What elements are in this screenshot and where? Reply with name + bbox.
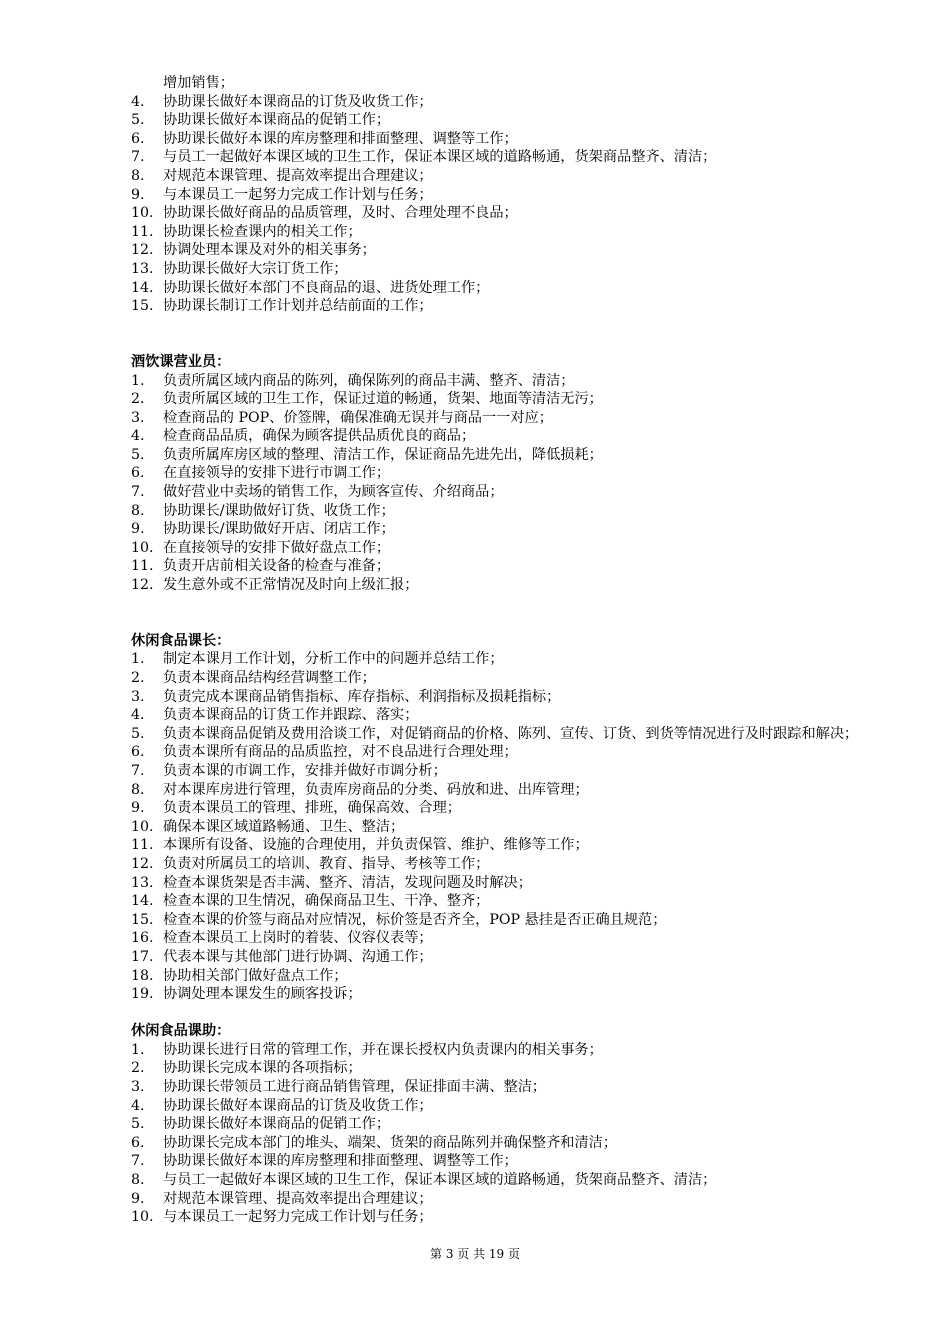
list-item-text: 协助课长做好本课商品的促销工作； <box>163 112 391 129</box>
list-item-number: 1. <box>131 651 145 668</box>
list-item <box>131 650 861 669</box>
list-item-number: 2. <box>131 670 145 686</box>
list-item <box>131 836 861 855</box>
list-item <box>131 446 861 465</box>
list-item-text: 代表本课与其他部门进行协调、沟通工作； <box>163 948 433 965</box>
list-item-number: 9. <box>131 1190 145 1207</box>
list-item-text: 负责所属区域内商品的陈列，确保陈列的商品丰满、整齐、清洁； <box>163 372 575 389</box>
list-item <box>131 1208 861 1227</box>
list-item-number: 11. <box>131 558 154 575</box>
list-item-number: 16. <box>131 930 154 947</box>
list-item-text: 负责本课商品的订货工作并跟踪、落实； <box>163 707 419 724</box>
list-item-text: 协助课长带领员工进行商品销售管理，保证排面丰满、整洁； <box>163 1079 547 1096</box>
list-item <box>131 948 861 967</box>
list-item-text: 检查本课的价签与商品对应情况，标价签是否齐全，POP 悬挂是否正确且规范； <box>163 911 667 928</box>
list-item-text: 检查商品品质，确保为顾客提供品质优良的商品； <box>163 428 476 445</box>
list-item <box>131 855 861 874</box>
list-item-text: 负责本课的市调工作，安排并做好市调分析； <box>163 762 447 779</box>
list-item-number: 13. <box>131 260 154 277</box>
list-item <box>131 93 861 112</box>
list-item-number: 18. <box>131 967 154 984</box>
list-item-text: 在直接领导的安排下做好盘点工作； <box>163 539 391 556</box>
list-item-number: 7. <box>131 762 145 779</box>
list-item <box>131 892 861 911</box>
list-item-text: 与员工一起做好本课区域的卫生工作，保证本课区域的道路畅通，货架商品整齐、清洁； <box>163 1172 717 1189</box>
list-item-number: 3. <box>131 409 145 426</box>
list-item-text: 负责本课商品促销及费用洽谈工作，对促销商品的价格、陈列、宣传、订货、到货等情况进行及时跟踪和解决； <box>163 725 859 742</box>
list-item-text: 发生意外或不正常情况及时向上级汇报； <box>163 577 419 594</box>
list-item-text: 负责完成本课商品销售指标、库存指标、利润指标及损耗指标； <box>163 688 561 705</box>
list-item <box>131 483 861 502</box>
list-item <box>131 743 861 762</box>
list-item-text: 负责本课商品结构经营调整工作； <box>163 670 376 686</box>
list-item <box>131 929 861 948</box>
list-item <box>131 241 861 260</box>
list-item-text: 协助课长做好商品的品质管理，及时、合理处理不良品； <box>163 205 518 222</box>
list-item <box>131 669 861 688</box>
list-item <box>131 1097 861 1116</box>
list-item-text: 做好营业中卖场的销售工作，为顾客宣传、介绍商品； <box>163 484 504 501</box>
list-item <box>131 464 861 483</box>
list-item-text: 协调处理本课及对外的相关事务； <box>163 242 376 259</box>
list-item <box>131 502 861 521</box>
list-item-text: 协助课长完成本课的各项指标； <box>163 1060 362 1077</box>
list-item <box>131 874 861 893</box>
list-item <box>131 706 861 725</box>
list-item-text: 协助课长做好本课的库房整理和排面整理、调整等工作； <box>163 1153 518 1170</box>
list-item-number: 6. <box>131 1134 145 1151</box>
list-snack-assistant <box>131 1041 861 1227</box>
list-item <box>131 762 861 781</box>
list-item-text: 与员工一起做好本课区域的卫生工作，保证本课区域的道路畅通，货架商品整齐、清洁； <box>163 149 717 166</box>
list-item-text: 负责本课员工的管理、排班，确保高效、合理； <box>163 800 461 817</box>
list-item <box>131 576 861 595</box>
list-item <box>131 167 861 186</box>
list-item <box>131 799 861 818</box>
list-item-number: 8. <box>131 502 145 519</box>
list-item-number: 14. <box>131 279 154 296</box>
list-item <box>131 427 861 446</box>
list-item <box>131 204 861 223</box>
list-item-text: 对规范本课管理、提高效率提出合理建议； <box>163 167 433 184</box>
list-item-number: 12. <box>131 242 154 259</box>
list-item <box>131 781 861 800</box>
list-item-text: 检查商品的 POP、价签牌，确保准确无误并与商品一一对应； <box>163 409 553 426</box>
list-snack-manager <box>131 650 861 1003</box>
list-item-text: 检查本课员工上岗时的着装、仪容仪表等； <box>163 930 433 947</box>
list-item-number: 4. <box>131 428 145 445</box>
list-item-number: 9. <box>131 521 145 538</box>
list-item-number: 7. <box>131 484 145 501</box>
list-item <box>131 409 861 428</box>
list-item-text: 对本课库房进行管理，负责库房商品的分类、码放和进、出库管理； <box>163 781 589 798</box>
list-item-number: 3. <box>131 1079 145 1096</box>
list-item-text: 协助课长做好本课商品的订货及收货工作； <box>163 1097 433 1114</box>
list-item <box>131 967 861 986</box>
list-item-text: 协助相关部门做好盘点工作； <box>163 967 348 984</box>
list-item-text: 协助课长做好本课商品的促销工作； <box>163 1116 391 1133</box>
list-item-text: 协助课长检查课内的相关工作； <box>163 223 362 240</box>
list-item-number: 10. <box>131 205 154 222</box>
list-item-text: 确保本课区域道路畅通、卫生、整洁； <box>163 818 405 835</box>
list-item-text: 协助课长/课助做好订货、收货工作； <box>163 502 395 519</box>
list-item-text: 协助课长做好本课商品的订货及收货工作； <box>163 93 433 110</box>
list-item-number: 4. <box>131 707 145 724</box>
list-item-number: 6. <box>131 465 145 482</box>
list-item <box>131 279 861 298</box>
list-item <box>131 1134 861 1153</box>
list-item-text: 协助课长做好大宗订货工作； <box>163 260 348 277</box>
list-wine-sales <box>131 372 861 595</box>
list-item <box>131 688 861 707</box>
list-item-text: 协助课长进行日常的管理工作，并在课长授权内负责课内的相关事务； <box>163 1041 603 1058</box>
list-item-text: 协助课长/课助做好开店、闭店工作； <box>163 521 395 538</box>
list-item-number: 3. <box>131 688 145 705</box>
list-item-text: 检查本课货架是否丰满、整齐、清洁，发现问题及时解决； <box>163 874 532 891</box>
list-item-text: 与本课员工一起努力完成工作计划与任务； <box>163 186 433 203</box>
section-heading-snack-manager: 休闲食品课长： <box>131 632 231 649</box>
list-item-number: 5. <box>131 1116 145 1133</box>
list-item-text: 制定本课月工作计划，分析工作中的问题并总结工作； <box>163 651 504 668</box>
document-body <box>131 74 861 1227</box>
list-item-number: 10. <box>131 818 154 835</box>
list-item <box>131 1059 861 1078</box>
list-item <box>131 297 861 316</box>
list-item-text: 协助课长制订工作计划并总结前面的工作； <box>163 298 433 315</box>
list-item-text: 对规范本课管理、提高效率提出合理建议； <box>163 1190 433 1207</box>
list-item-number: 12. <box>131 577 154 594</box>
list-item <box>131 111 861 130</box>
list-item <box>131 911 861 930</box>
list-item-number: 5. <box>131 446 145 463</box>
list-item <box>131 725 861 744</box>
continued-line: 增加销售； <box>163 75 234 91</box>
list-item <box>131 1152 861 1171</box>
list-item-number: 1. <box>131 372 145 389</box>
list-item-number: 8. <box>131 781 145 798</box>
list-item-number: 8. <box>131 167 145 184</box>
list-item-number: 19. <box>131 986 154 1003</box>
list-item <box>131 390 861 409</box>
list-item-number: 8. <box>131 1172 145 1189</box>
list-item-text: 负责本课所有商品的品质监控，对不良品进行合理处理； <box>163 744 518 761</box>
section-heading-wine-sales: 酒饮课营业员： <box>131 353 231 370</box>
list-item-number: 7. <box>131 149 145 166</box>
list-item-number: 11. <box>131 223 154 240</box>
list-item <box>131 260 861 279</box>
list-item <box>131 1171 861 1190</box>
list-item <box>131 1115 861 1134</box>
list-item <box>131 148 861 167</box>
list-item-number: 2. <box>131 1060 145 1077</box>
list-item-number: 7. <box>131 1153 145 1170</box>
list-item <box>131 1041 861 1060</box>
list-item-number: 10. <box>131 539 154 556</box>
list-item-number: 4. <box>131 93 145 110</box>
list-item-number: 11. <box>131 837 154 854</box>
list-item-text: 检查本课的卫生情况，确保商品卫生、干净、整齐； <box>163 893 490 910</box>
list-item-number: 9. <box>131 800 145 817</box>
list-item <box>131 372 861 391</box>
list-item-text: 协助课长做好本部门不良商品的退、进货处理工作； <box>163 279 490 296</box>
list-item-number: 5. <box>131 112 145 129</box>
list-item <box>131 818 861 837</box>
list-item-number: 10. <box>131 1209 154 1226</box>
list-item-text: 负责对所属员工的培训、教育、指导、考核等工作； <box>163 855 490 872</box>
list-item <box>131 520 861 539</box>
list-item <box>131 130 861 149</box>
page-footer: 第 3 页 共 19 页 <box>430 1247 520 1261</box>
list-item-number: 5. <box>131 725 145 742</box>
list-item-number: 9. <box>131 186 145 203</box>
list-item <box>131 1190 861 1209</box>
list-item-text: 负责开店前相关设备的检查与准备； <box>163 558 391 575</box>
list-item-number: 15. <box>131 298 154 315</box>
list-item <box>131 223 861 242</box>
list-item-text: 负责所属库房区域的整理、清洁工作，保证商品先进先出，降低损耗； <box>163 446 603 463</box>
list-item-number: 15. <box>131 911 154 928</box>
list-item <box>131 186 861 205</box>
list-continued <box>131 93 861 316</box>
list-item-text: 协助课长完成本部门的堆头、端架、货架的商品陈列并确保整齐和清洁； <box>163 1134 618 1151</box>
list-item-number: 13. <box>131 874 154 891</box>
list-item-text: 负责所属区域的卫生工作，保证过道的畅通，货架、地面等清洁无污； <box>163 391 603 408</box>
section-heading-snack-assistant: 休闲食品课助： <box>131 1023 231 1040</box>
list-item-text: 在直接领导的安排下进行市调工作； <box>163 465 391 482</box>
list-item-number: 1. <box>131 1041 145 1058</box>
list-item-number: 17. <box>131 948 154 965</box>
list-item-number: 14. <box>131 893 154 910</box>
list-item <box>131 1078 861 1097</box>
list-item-text: 本课所有设备、设施的合理使用，并负责保管、维护、维修等工作； <box>163 837 589 854</box>
list-item <box>131 539 861 558</box>
list-item-number: 6. <box>131 744 145 761</box>
list-item <box>131 557 861 576</box>
list-item-number: 6. <box>131 130 145 147</box>
list-item <box>131 985 861 1004</box>
list-item-text: 与本课员工一起努力完成工作计划与任务； <box>163 1209 433 1226</box>
list-item-text: 协调处理本课发生的顾客投诉； <box>163 986 362 1003</box>
list-item-number: 2. <box>131 391 145 408</box>
list-item-number: 4. <box>131 1097 145 1114</box>
list-item-number: 12. <box>131 855 154 872</box>
list-item-text: 协助课长做好本课的库房整理和排面整理、调整等工作； <box>163 130 518 147</box>
